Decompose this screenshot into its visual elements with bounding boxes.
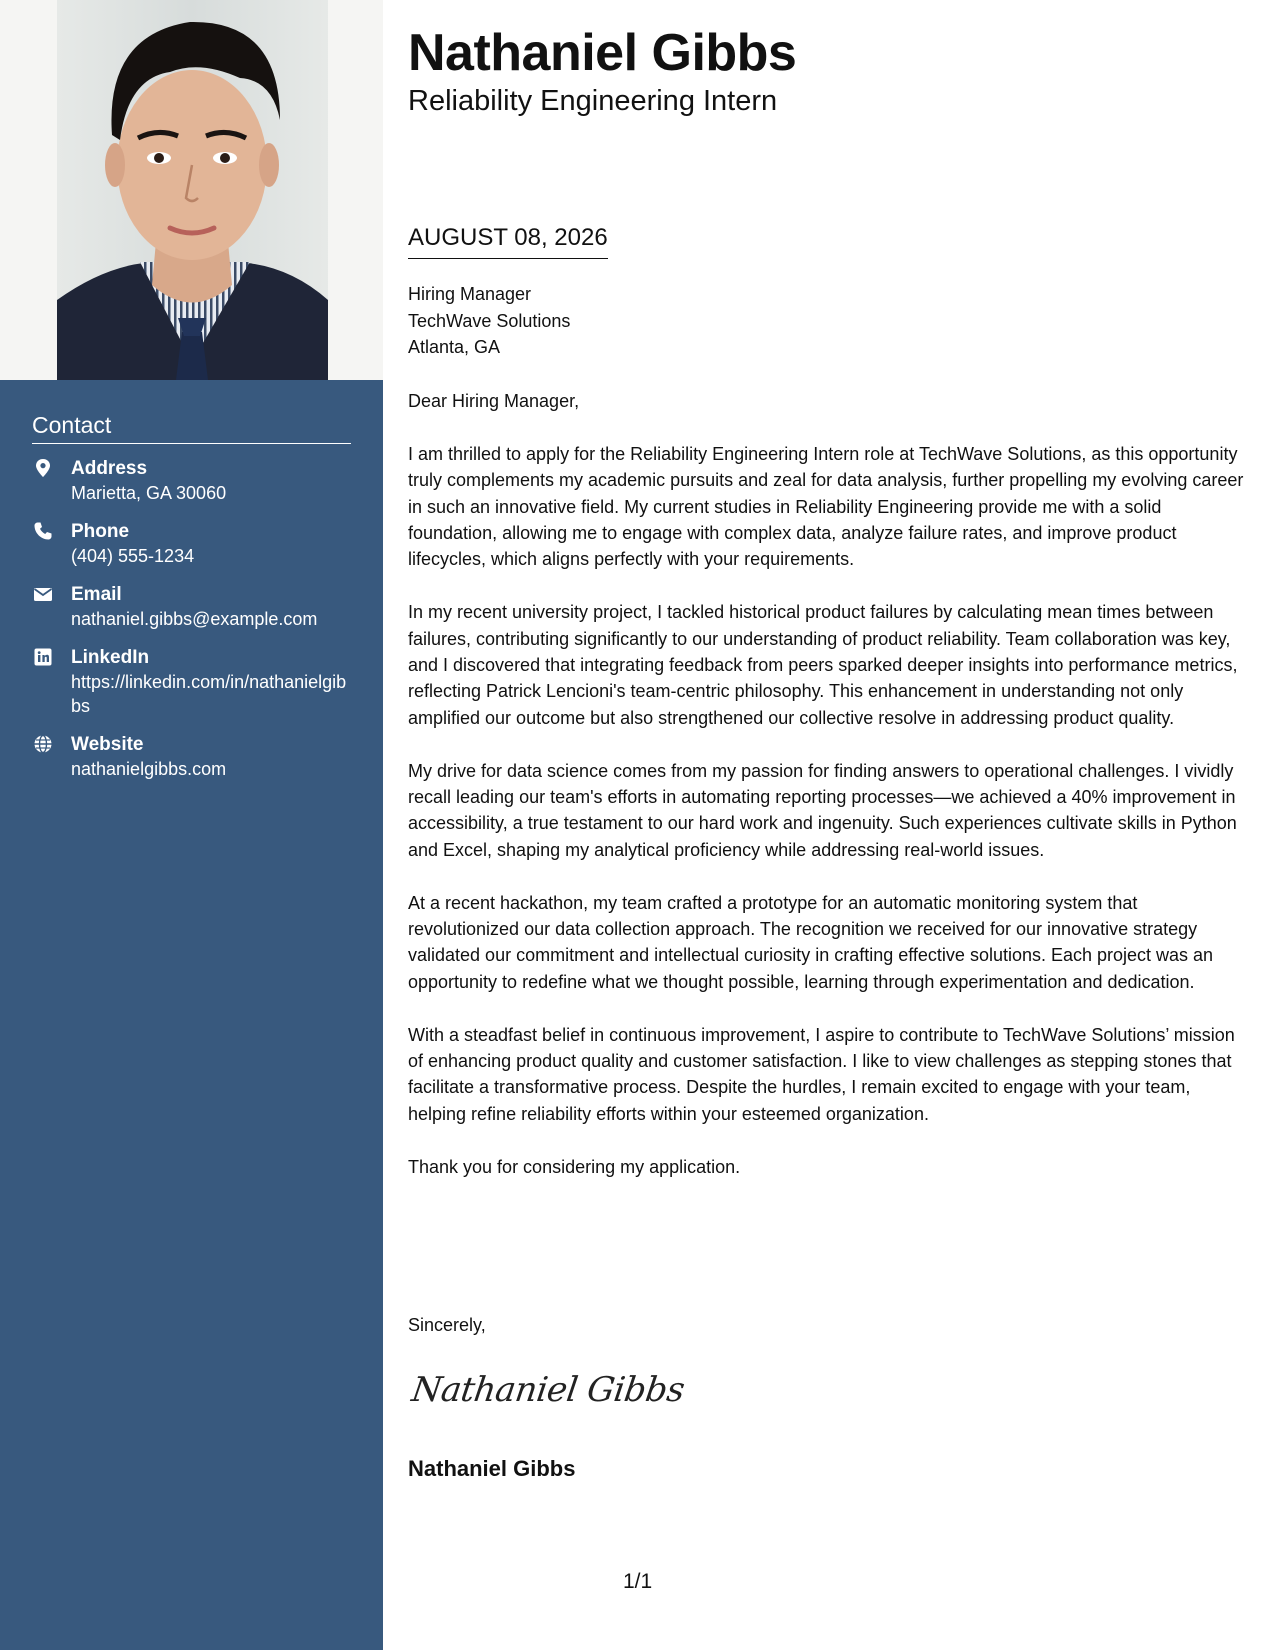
- website-value[interactable]: nathanielgibbs.com: [71, 759, 227, 779]
- portrait-illustration: [0, 0, 383, 380]
- applicant-role: Reliability Engineering Intern: [408, 85, 778, 117]
- recipient-company: TechWave Solutions: [408, 310, 571, 331]
- paragraph-3: My drive for data science comes from my passion for finding answers to operational challenges. I vividly recall leading our team's efforts in automating reporting processes—we achieved a 40% improvement in accessibility, a true testament to our hard work and ingenuity. Such experiences cultivate skills in Python and Excel, shaping my analytical proficiency while addressing real-world issues.: [408, 760, 1237, 860]
- phone-icon: [33, 521, 53, 541]
- website-label: Website: [71, 734, 144, 755]
- contact-email: [32, 582, 351, 631]
- phone-value: (404) 555-1234: [71, 546, 195, 566]
- closing: Sincerely,: [408, 1315, 486, 1335]
- email-value[interactable]: nathaniel.gibbs@example.com: [71, 609, 318, 629]
- phone-label: Phone: [71, 521, 130, 542]
- paragraph-4: At a recent hackathon, my team crafted a prototype for an automatic monitoring system that revolutionized our data collection approach. The recognition we received for our innovative strategy validated our commitment and intellectual curiosity in crafting effective solutions. Each project was an opportunity to redefine what we thought possible, learning through experimentation and dedication.: [408, 892, 1214, 992]
- signed-name: Nathaniel Gibbs: [408, 1456, 576, 1481]
- contact-linkedin: [32, 645, 351, 718]
- contact-address: [32, 456, 351, 505]
- letter-body: [408, 388, 1253, 1206]
- handwritten-signature: Nathaniel Gibbs: [409, 1370, 687, 1410]
- address-label: Address: [71, 458, 148, 479]
- recipient-title: Hiring Manager: [408, 284, 532, 304]
- page-number: 1/1: [623, 1570, 653, 1593]
- address-value: Marietta, GA 30060: [71, 483, 227, 503]
- contact-website: [32, 732, 351, 781]
- sidebar: [0, 0, 383, 1650]
- paragraph-2: In my recent university project, I tackled historical product failures by calculating mean times between failures, contributing significantly to our understanding of product reliability. Team collaboration was key, and I discovered that integrating feedback from peers sparked deeper insights into performance metrics, reflecting Patrick Lencioni's team-centric philosophy. This enhancement in understanding not only amplified our outcome but also strengthened our collective resolve in addressing product quality.: [408, 602, 1238, 728]
- applicant-name: Nathaniel Gibbs: [408, 24, 797, 82]
- contact-heading: Contact: [32, 412, 351, 444]
- contact-phone: [32, 519, 351, 568]
- linkedin-icon: [33, 647, 53, 667]
- profile-photo: [0, 0, 383, 380]
- contact-section: [32, 412, 351, 795]
- paragraph-thanks: Thank you for considering my application.: [408, 1156, 741, 1177]
- linkedin-value[interactable]: https://linkedin.com/in/nathanielgibbs: [71, 672, 347, 716]
- salutation: Dear Hiring Manager,: [408, 391, 580, 411]
- paragraph-1: I am thrilled to apply for the Reliability Engineering Intern role at TechWave Solutions, as this opportunity truly complements my academic pursuits and zeal for data analysis, further propelling my evolving career in such an innovative field. My current studies in Reliability Engineering provide me with a solid foundation, allowing me to engage with complex data, analyze failure rates, and improve product lifecycles, which aligns perfectly with your requirements.: [408, 443, 1244, 570]
- letter-date: AUGUST 08, 2026: [408, 222, 608, 259]
- map-pin-icon: [33, 458, 53, 478]
- paragraph-5: With a steadfast belief in continuous improvement, I aspire to contribute to TechWave Solutions’ mission of enhancing product quality and customer satisfaction. I like to view challenges as stepping stones that facilitate a transformative process. Despite the hurdles, I remain excited to engage with your team, helping refine reliability efforts within your esteemed organization.: [408, 1024, 1235, 1124]
- recipient-block: [408, 281, 570, 361]
- globe-icon: [33, 734, 53, 754]
- recipient-location: Atlanta, GA: [408, 337, 501, 357]
- linkedin-label: LinkedIn: [71, 647, 150, 668]
- envelope-icon: [33, 584, 53, 604]
- email-label: Email: [71, 584, 122, 605]
